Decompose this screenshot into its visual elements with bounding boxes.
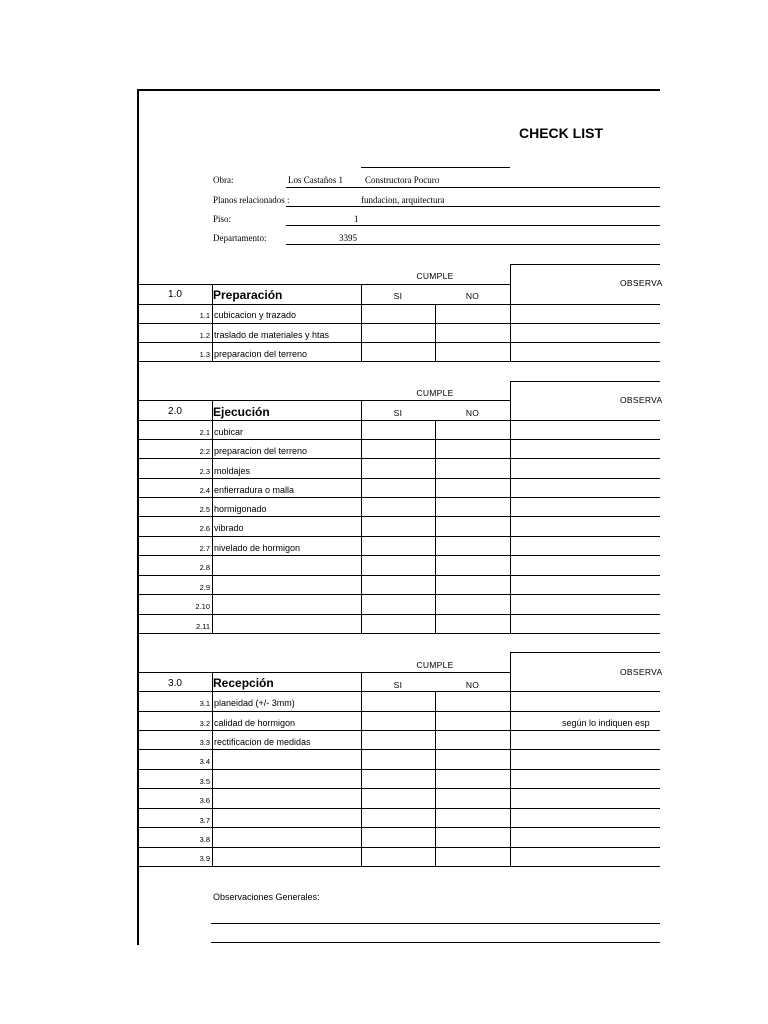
row-item: rectificacion de medidas (214, 737, 311, 747)
cumple-header: CUMPLE (416, 388, 454, 398)
section-number: 3.0 (168, 678, 182, 689)
row-item: hormigonado (214, 504, 267, 514)
section-title: Ejecución (213, 405, 270, 419)
constructora-value: Constructora Pocuro (365, 175, 440, 185)
section-header-top (139, 672, 510, 673)
row-rule (139, 478, 660, 479)
obs-left-border (510, 264, 511, 362)
row-number: 2.8 (199, 563, 210, 572)
row-rule (139, 361, 660, 362)
row-rule (139, 827, 660, 828)
no-header: NO (465, 408, 480, 418)
row-rule (139, 808, 660, 809)
row-rule (139, 691, 660, 692)
departamento-value: 3395 (339, 233, 357, 243)
header-rule (361, 167, 510, 168)
row-number: 3.9 (199, 854, 210, 863)
departamento-label: Departamento: (213, 233, 267, 243)
row-number: 3.2 (199, 719, 210, 728)
row-item: preparacion del terreno (214, 349, 308, 359)
row-number: 3.6 (199, 796, 210, 805)
row-rule (139, 769, 660, 770)
obra-value: Los Castaños 1 (288, 175, 343, 185)
row-rule (139, 420, 660, 421)
row-number: 2.7 (199, 544, 210, 553)
row-rule (139, 497, 660, 498)
obra-label: Obra: (213, 175, 234, 185)
row-rule (139, 614, 660, 615)
row-number: 2.10 (195, 602, 210, 611)
row-number: 3.1 (199, 699, 210, 708)
row-item: vibrado (214, 523, 244, 533)
row-number: 2.11 (195, 622, 210, 631)
piso-value: 1 (354, 214, 359, 224)
row-item: cubicar (214, 427, 244, 437)
row-number: 2.2 (199, 447, 210, 456)
observaciones-header: OBSERVA (620, 395, 663, 405)
no-header: NO (465, 680, 480, 690)
row-number: 3.8 (199, 835, 210, 844)
col-divider-no (435, 420, 436, 634)
row-rule (139, 458, 660, 459)
obs-header-top (510, 652, 660, 653)
frame-top-border (137, 89, 660, 91)
row-rule (139, 711, 660, 712)
observaciones-line (211, 923, 660, 924)
col-divider-num (212, 400, 213, 634)
section-header-top (139, 284, 510, 285)
row-rule (139, 536, 660, 537)
observaciones-line (211, 942, 660, 943)
section-number: 1.0 (168, 289, 182, 300)
row-number: 2.4 (199, 486, 210, 495)
row-rule (139, 555, 660, 556)
row-rule (139, 575, 660, 576)
section-title: Recepción (213, 676, 274, 690)
row-rule (139, 633, 660, 634)
col-divider-si (361, 400, 362, 634)
row-rule (139, 847, 660, 848)
no-header: NO (465, 291, 480, 301)
observaciones-header: OBSERVA (620, 278, 663, 288)
row-item: planeidad (+/- 3mm) (214, 698, 295, 708)
si-header: SI (393, 680, 403, 690)
section-title: Preparación (213, 288, 283, 302)
planos-value: fundacion, arquitectura (361, 195, 445, 205)
row-number: 3.7 (199, 816, 210, 825)
row-item: nivelado de hormigon (214, 543, 301, 553)
row-rule (139, 304, 660, 305)
row-number: 2.1 (199, 428, 210, 437)
row-rule (139, 594, 660, 595)
obs-left-border (510, 381, 511, 634)
cumple-header: CUMPLE (416, 660, 454, 670)
row-rule (139, 516, 660, 517)
row-rule (139, 730, 660, 731)
section-number: 2.0 (168, 406, 182, 417)
row-number: 2.5 (199, 505, 210, 514)
row-rule (139, 439, 660, 440)
obs-header-top (510, 264, 660, 265)
row-number: 3.4 (199, 757, 210, 766)
obs-left-border (510, 652, 511, 867)
col-divider-no (435, 304, 436, 362)
row-item: calidad de hormigon (214, 718, 296, 728)
departamento-underline (286, 244, 660, 245)
section-header-top (139, 400, 510, 401)
row-number: 2.9 (199, 583, 210, 592)
row-item: moldajes (214, 466, 251, 476)
row-rule (139, 323, 660, 324)
si-header: SI (393, 408, 403, 418)
piso-underline (286, 225, 660, 226)
row-item: enfierradura o malla (214, 485, 295, 495)
row-rule (139, 342, 660, 343)
row-number: 2.6 (199, 524, 210, 533)
row-number: 3.3 (199, 738, 210, 747)
document-title: CHECK LIST (519, 125, 603, 141)
row-number: 3.5 (199, 777, 210, 786)
piso-label: Piso: (213, 214, 232, 224)
row-rule (139, 749, 660, 750)
row-number: 2.3 (199, 467, 210, 476)
obs-header-top (510, 381, 660, 382)
observaciones-header: OBSERVA (620, 667, 663, 677)
row-item: preparacion del terreno (214, 446, 308, 456)
row-rule (139, 788, 660, 789)
row-item: traslado de materiales y htas (214, 330, 330, 340)
obra-underline (286, 187, 660, 188)
observaciones-generales-label: Observaciones Generales: (213, 892, 320, 902)
row-rule (139, 866, 660, 867)
frame-left-border (137, 89, 139, 945)
planos-underline (286, 206, 660, 207)
row-number: 1.1 (199, 311, 210, 320)
col-divider-no (435, 691, 436, 867)
row-observation: según lo indiquen esp (562, 718, 650, 728)
row-item: cubicacion y trazado (214, 310, 297, 320)
planos-label: Planos relacionados : (213, 195, 290, 205)
row-number: 1.2 (199, 331, 210, 340)
cumple-header: CUMPLE (416, 271, 454, 281)
si-header: SI (393, 291, 403, 301)
row-number: 1.3 (199, 350, 210, 359)
